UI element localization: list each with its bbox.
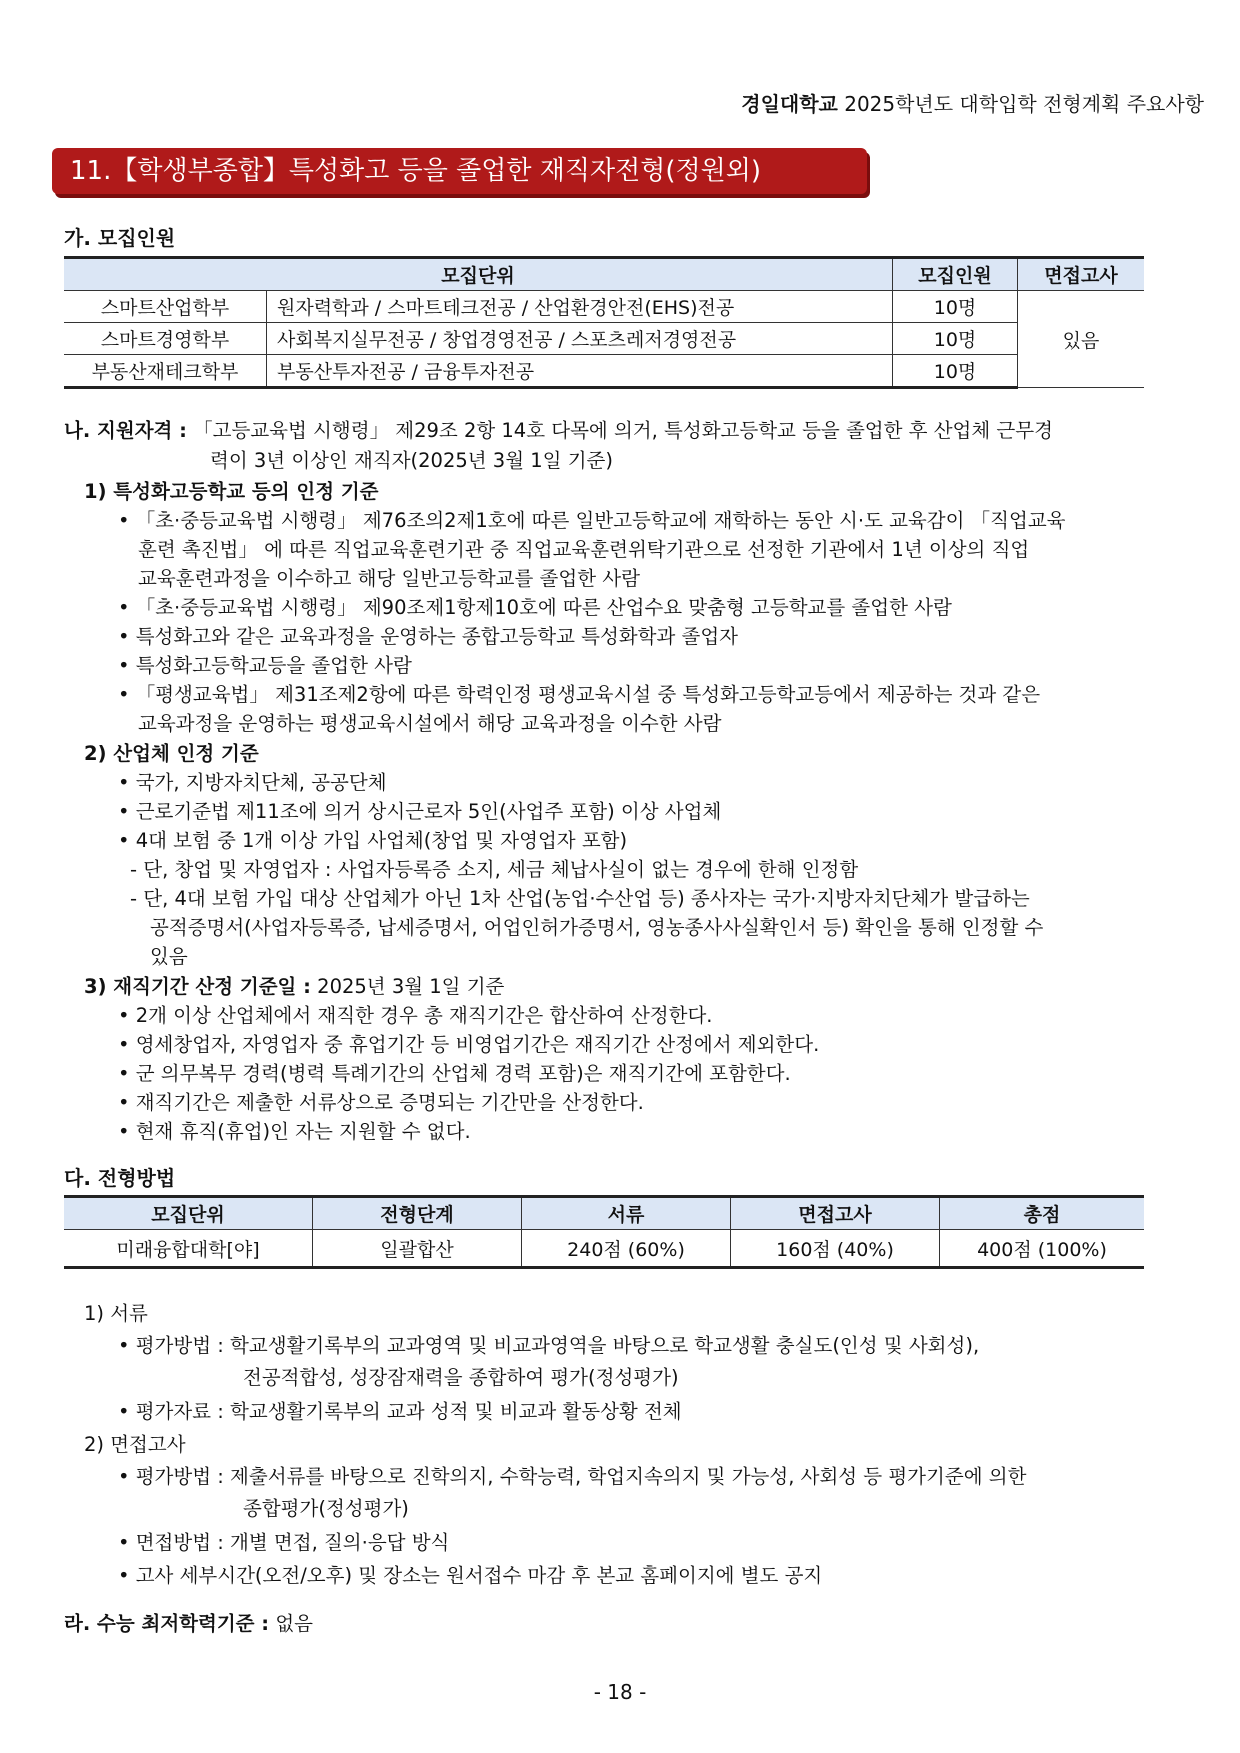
heading-recruitment: 가. 모집인원: [64, 226, 176, 250]
count-cell: 10명: [893, 291, 1018, 323]
cell-interview: 160점 (40%): [731, 1230, 940, 1268]
selection-table: [64, 1195, 1144, 1269]
list-item: • 평가방법 : 제출서류를 바탕으로 진학의지, 수학능력, 학업지속의지 및 가능성, 사회성 등 평가기준에 의한: [118, 1465, 1027, 1488]
cell-documents: 240점 (60%): [522, 1230, 731, 1268]
eligibility-text: 「고등교육법 시행령」 제29조 2항 14호 다목에 의거, 특성화고등학교 등을 졸업한 후 산업체 근무경: [193, 419, 1053, 442]
cell-total: 400점 (100%): [940, 1230, 1145, 1268]
dept-cell: 스마트경영학부: [64, 323, 267, 355]
dept-cell: 스마트산업학부: [64, 291, 267, 323]
list-item-cont: 종합평가(정성평가): [243, 1497, 409, 1520]
list-item-cont: 교육과정을 운영하는 평생교육시설에서 해당 교육과정을 이수한 사람: [138, 712, 722, 735]
interview-cell: 있음: [1018, 291, 1145, 388]
list-item: • 평가자료 : 학교생활기록부의 교과 성적 및 비교과 활동상황 전체: [118, 1400, 682, 1423]
col-header: 서류: [522, 1197, 731, 1230]
list-item: • 재직기간은 제출한 서류상으로 증명되는 기간만을 산정한다.: [118, 1091, 644, 1114]
list-item: • 면접방법 : 개별 면접, 질의·응답 방식: [118, 1531, 450, 1554]
col-header-unit: 모집단위: [64, 258, 893, 291]
dept-cell: 부동산재테크학부: [64, 355, 267, 388]
list-subitem: - 단, 4대 보험 가입 대상 산업체가 아닌 1차 산업(농업·수산업 등) 종사자는 국가·지방자치단체가 발급하는: [130, 887, 1030, 910]
list-item-cont: 전공적합성, 성장잠재력을 종합하여 평가(정성평가): [243, 1366, 679, 1389]
min-requirement-line: [64, 1608, 313, 1636]
count-cell: 10명: [893, 355, 1018, 388]
heading-selection-method: 다. 전형방법: [64, 1166, 176, 1190]
list-subitem-cont: 있음: [150, 945, 188, 968]
eligibility-line-2: 력이 3년 이상인 재직자(2025년 3월 1일 기준): [210, 449, 613, 472]
eligibility-label: 나. 지원자격 :: [64, 419, 187, 442]
recruitment-table: [64, 256, 1144, 389]
table-row: [64, 355, 1144, 388]
header-school: 경일대학교: [741, 92, 838, 116]
col-header: 모집단위: [64, 1197, 313, 1230]
list-item: • 현재 휴직(휴업)인 자는 지원할 수 없다.: [118, 1120, 471, 1143]
list-item-cont: 훈련 촉진법」 에 따른 직업교육훈련기관 중 직업교육훈련위탁기관으로 선정한 기관에서 1년 이상의 직업: [138, 538, 1030, 561]
table-row: [64, 291, 1144, 323]
table-row: [64, 323, 1144, 355]
list-item: • 특성화고와 같은 교육과정을 운영하는 종합고등학교 특성화학과 졸업자: [118, 625, 739, 648]
cell-stage: 일괄합산: [313, 1230, 522, 1268]
list-subitem: - 단, 창업 및 자영업자 : 사업자등록증 소지, 세금 체납사실이 없는 경우에 한해 인정함: [130, 858, 859, 881]
list-item: • 특성화고등학교등을 졸업한 사람: [118, 654, 412, 677]
header-title: 2025학년도 대학입학 전형계획 주요사항: [844, 92, 1204, 116]
list-item: • 평가방법 : 학교생활기록부의 교과영역 및 비교과영역을 바탕으로 학교생활 충실도(인성 및 사회성),: [118, 1334, 980, 1357]
eligibility-line-1: [64, 415, 1053, 443]
table-row: [64, 1230, 1144, 1268]
list-subitem-cont: 공적증명서(사업자등록증, 납세증명서, 어업인허가증명서, 영농종사사실확인서 등) 확인을 통해 인정할 수: [150, 916, 1044, 939]
list-item: • 고사 세부시간(오전/오후) 및 장소는 원서접수 마감 후 본교 홈페이지에 별도 공지: [118, 1564, 823, 1587]
col-header: 총점: [940, 1197, 1145, 1230]
list-item: • 2개 이상 산업체에서 재직한 경우 총 재직기간은 합산하여 산정한다.: [118, 1004, 713, 1027]
subheading-interview: 2) 면접고사: [84, 1433, 186, 1456]
subheading-period-basis: [84, 971, 504, 999]
col-header-count: 모집인원: [893, 258, 1018, 291]
majors-cell: 부동산투자전공 / 금융투자전공: [267, 355, 893, 388]
subheading-company-criteria: 2) 산업체 인정 기준: [84, 742, 259, 765]
period-basis-label: 3) 재직기간 산정 기준일 :: [84, 975, 311, 998]
list-item: • 군 의무복무 경력(병력 특례기간의 산업체 경력 포함)은 재직기간에 포함한다.: [118, 1062, 791, 1085]
majors-cell: 사회복지실무전공 / 창업경영전공 / 스포츠레저경영전공: [267, 323, 893, 355]
list-item: • 「평생교육법」 제31조제2항에 따른 학력인정 평생교육시설 중 특성화고등학교등에서 제공하는 것과 같은: [118, 683, 1041, 706]
subheading-documents: 1) 서류: [84, 1302, 148, 1325]
list-item: • 국가, 지방자치단체, 공공단체: [118, 771, 387, 794]
count-cell: 10명: [893, 323, 1018, 355]
list-item: • 4대 보험 중 1개 이상 가입 사업체(창업 및 자영업자 포함): [118, 829, 628, 852]
section-title-bar: 11.【학생부종합】특성화고 등을 졸업한 재직자전형(정원외): [52, 148, 867, 194]
list-item: • 근로기준법 제11조에 의거 상시근로자 5인(사업주 포함) 이상 사업체: [118, 800, 722, 823]
col-header: 전형단계: [313, 1197, 522, 1230]
period-basis-value: 2025년 3월 1일 기준: [317, 975, 505, 998]
page-header: [741, 88, 1204, 117]
col-header-interview: 면접고사: [1018, 258, 1145, 291]
list-item: • 영세창업자, 자영업자 중 휴업기간 등 비영업기간은 재직기간 산정에서 제외한다.: [118, 1033, 820, 1056]
list-item-cont: 교육훈련과정을 이수하고 해당 일반고등학교를 졸업한 사람: [138, 567, 640, 590]
majors-cell: 원자력학과 / 스마트테크전공 / 산업환경안전(EHS)전공: [267, 291, 893, 323]
page-number: - 18 -: [593, 1680, 647, 1704]
min-requirement-label: 라. 수능 최저학력기준 :: [64, 1612, 270, 1635]
list-item: • 「초·중등교육법 시행령」 제90조제1항제10호에 따른 산업수요 맞춤형 고등학교를 졸업한 사람: [118, 596, 952, 619]
min-requirement-value: 없음: [275, 1612, 313, 1635]
subheading-school-criteria: 1) 특성화고등학교 등의 인정 기준: [84, 480, 379, 503]
cell-unit: 미래융합대학[야]: [64, 1230, 313, 1268]
col-header: 면접고사: [731, 1197, 940, 1230]
list-item: • 「초·중등교육법 시행령」 제76조의2제1호에 따른 일반고등학교에 재학하는 동안 시·도 교육감이 「직업교육: [118, 509, 1066, 532]
